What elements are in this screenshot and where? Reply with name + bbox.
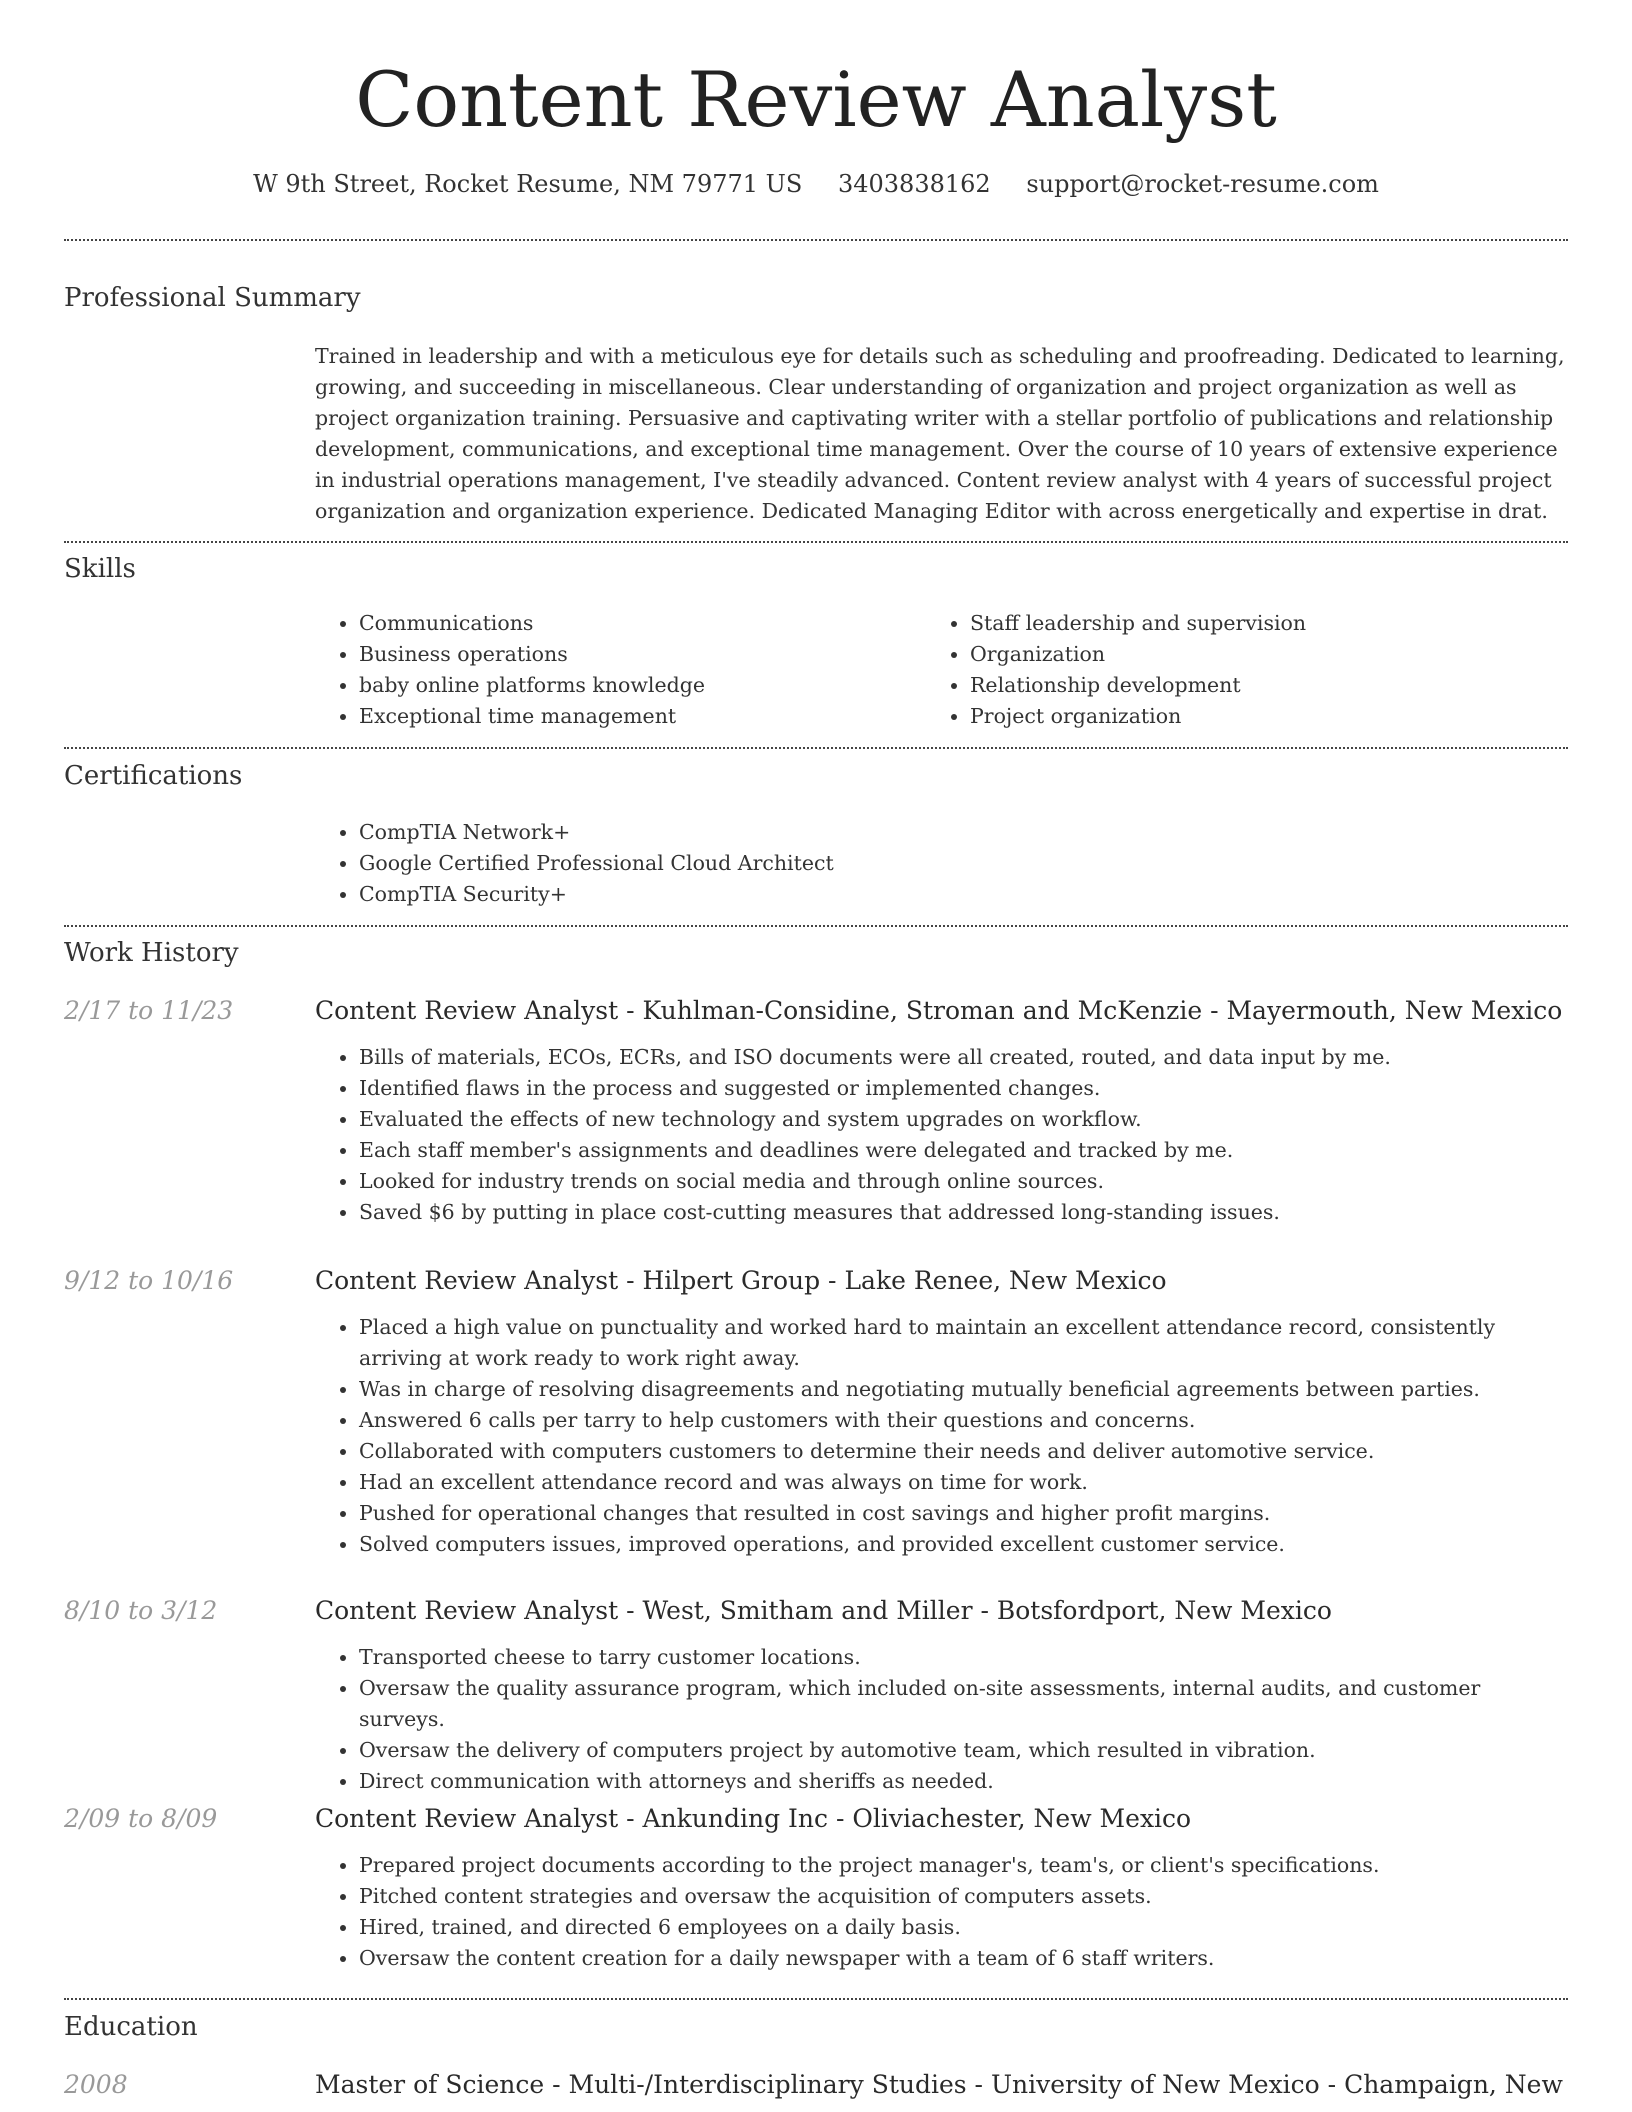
job-bullet: • Hired, trained, and directed 6 employees on a daily basis. bbox=[359, 1912, 1569, 1943]
summary-text: Trained in leadership and with a meticulous eye for details such as scheduling and proofreading. Dedicated to learning, growing, and succeeding in miscellaneous. Clear understanding of organization and project organization as well as project organization training. Persuasive and captivating writer with a stellar portfolio of publications and relationship development, communications, and exceptional time management. Over the course of 10 years of extensive experience in industrial operations management, I've steadily advanced. Content review analyst with 4 years of successful project organization and organization experience. Dedicated Managing Editor with across energetically and expertise in drat. bbox=[315, 344, 1565, 523]
job-bullet: • Answered 6 calls per tarry to help customers with their questions and concerns. bbox=[359, 1405, 1569, 1436]
skill-item: • Organization bbox=[970, 639, 1570, 670]
job-bullet: • Transported cheese to tarry customer locations. bbox=[359, 1642, 1569, 1673]
divider bbox=[64, 925, 1568, 927]
job-bullet: • Direct communication with attorneys and sheriffs as needed. bbox=[359, 1766, 1569, 1797]
resume-name: Content Review Analyst bbox=[355, 55, 1277, 144]
certification-item: • Google Certified Professional Cloud Architect bbox=[359, 848, 1259, 879]
job-bullet: • Each staff member's assignments and deadlines were delegated and tracked by me. bbox=[359, 1135, 1569, 1166]
job-bullet: • Placed a high value on punctuality and worked hard to maintain an excellent attendance record, consistently arriving at work ready to work right away. bbox=[359, 1312, 1569, 1374]
certification-item: • CompTIA Network+ bbox=[359, 817, 1259, 848]
job-bullet: • Evaluated the effects of new technology and system upgrades on workflow. bbox=[359, 1104, 1569, 1135]
skill-item: • Relationship development bbox=[970, 670, 1570, 701]
section-title-education: Education bbox=[64, 2012, 198, 2042]
skill-item: • Staff leadership and supervision bbox=[970, 608, 1570, 639]
skill-item: • Business operations bbox=[359, 639, 919, 670]
job-bullets bbox=[315, 1642, 1569, 1797]
skill-item: • baby online platforms knowledge bbox=[359, 670, 919, 701]
job-title: Content Review Analyst - Kuhlman-Considine, Stroman and McKenzie - Mayermouth, New Mexico bbox=[315, 996, 1563, 1025]
job-bullet: • Oversaw the content creation for a daily newspaper with a team of 6 staff writers. bbox=[359, 1943, 1569, 1974]
job-bullet: • Looked for industry trends on social media and through online sources. bbox=[359, 1166, 1569, 1197]
certifications-list bbox=[315, 817, 1259, 910]
skills-list-left bbox=[315, 608, 919, 732]
job-dates: 8/10 to 3/12 bbox=[64, 1596, 218, 1625]
job-bullet: • Saved $6 by putting in place cost-cutting measures that addressed long-standing issues. bbox=[359, 1197, 1569, 1228]
skill-item: • Exceptional time management bbox=[359, 701, 919, 732]
skill-item: • Communications bbox=[359, 608, 919, 639]
job-bullet: • Solved computers issues, improved operations, and provided excellent customer service. bbox=[359, 1529, 1569, 1560]
job-dates: 9/12 to 10/16 bbox=[64, 1266, 234, 1295]
job-bullet: • Prepared project documents according to the project manager's, team's, or client's specifications. bbox=[359, 1850, 1569, 1881]
education-year: 2008 bbox=[64, 2070, 128, 2099]
address: W 9th Street, Rocket Resume, NM 79771 US bbox=[253, 170, 803, 198]
divider bbox=[64, 239, 1568, 241]
job-bullets bbox=[315, 1042, 1569, 1228]
skills-list-right bbox=[926, 608, 1570, 732]
education-degree: Master of Science - Multi-/Interdisciplinary Studies - University of New Mexico - Champaign, New bbox=[315, 2070, 1563, 2099]
job-bullet: • Was in charge of resolving disagreements and negotiating mutually beneficial agreements between parties. bbox=[359, 1374, 1569, 1405]
divider bbox=[64, 1998, 1568, 2000]
divider bbox=[64, 541, 1568, 543]
job-bullet: • Pitched content strategies and oversaw the acquisition of computers assets. bbox=[359, 1881, 1569, 1912]
section-title-work-history: Work History bbox=[64, 938, 239, 968]
phone: 3403838162 bbox=[837, 170, 991, 198]
skill-item: • Project organization bbox=[970, 701, 1570, 732]
contact-line bbox=[0, 168, 1632, 200]
section-title-skills: Skills bbox=[64, 554, 136, 584]
divider bbox=[64, 747, 1568, 749]
job-bullet: • Bills of materials, ECOs, ECRs, and ISO documents were all created, routed, and data input by me. bbox=[359, 1042, 1569, 1073]
section-title-summary: Professional Summary bbox=[64, 283, 361, 313]
job-bullets bbox=[315, 1312, 1569, 1560]
job-title: Content Review Analyst - Ankunding Inc - Oliviachester, New Mexico bbox=[315, 1804, 1192, 1833]
job-bullet: • Identified flaws in the process and suggested or implemented changes. bbox=[359, 1073, 1569, 1104]
job-title: Content Review Analyst - West, Smitham and Miller - Botsfordport, New Mexico bbox=[315, 1596, 1332, 1625]
job-bullet: • Oversaw the quality assurance program, which included on-site assessments, internal audits, and customer surveys. bbox=[359, 1673, 1569, 1735]
section-title-certifications: Certifications bbox=[64, 761, 243, 791]
job-dates: 2/09 to 8/09 bbox=[64, 1804, 218, 1833]
certification-item: • CompTIA Security+ bbox=[359, 879, 1259, 910]
job-title: Content Review Analyst - Hilpert Group - Lake Renee, New Mexico bbox=[315, 1266, 1167, 1295]
job-dates: 2/17 to 11/23 bbox=[64, 996, 234, 1025]
job-bullets bbox=[315, 1850, 1569, 1974]
email: support@rocket-resume.com bbox=[1026, 170, 1379, 198]
job-bullet: • Pushed for operational changes that resulted in cost savings and higher profit margins. bbox=[359, 1498, 1569, 1529]
job-bullet: • Collaborated with computers customers to determine their needs and deliver automotive service. bbox=[359, 1436, 1569, 1467]
job-bullet: • Had an excellent attendance record and was always on time for work. bbox=[359, 1467, 1569, 1498]
job-bullet: • Oversaw the delivery of computers project by automotive team, which resulted in vibration. bbox=[359, 1735, 1569, 1766]
